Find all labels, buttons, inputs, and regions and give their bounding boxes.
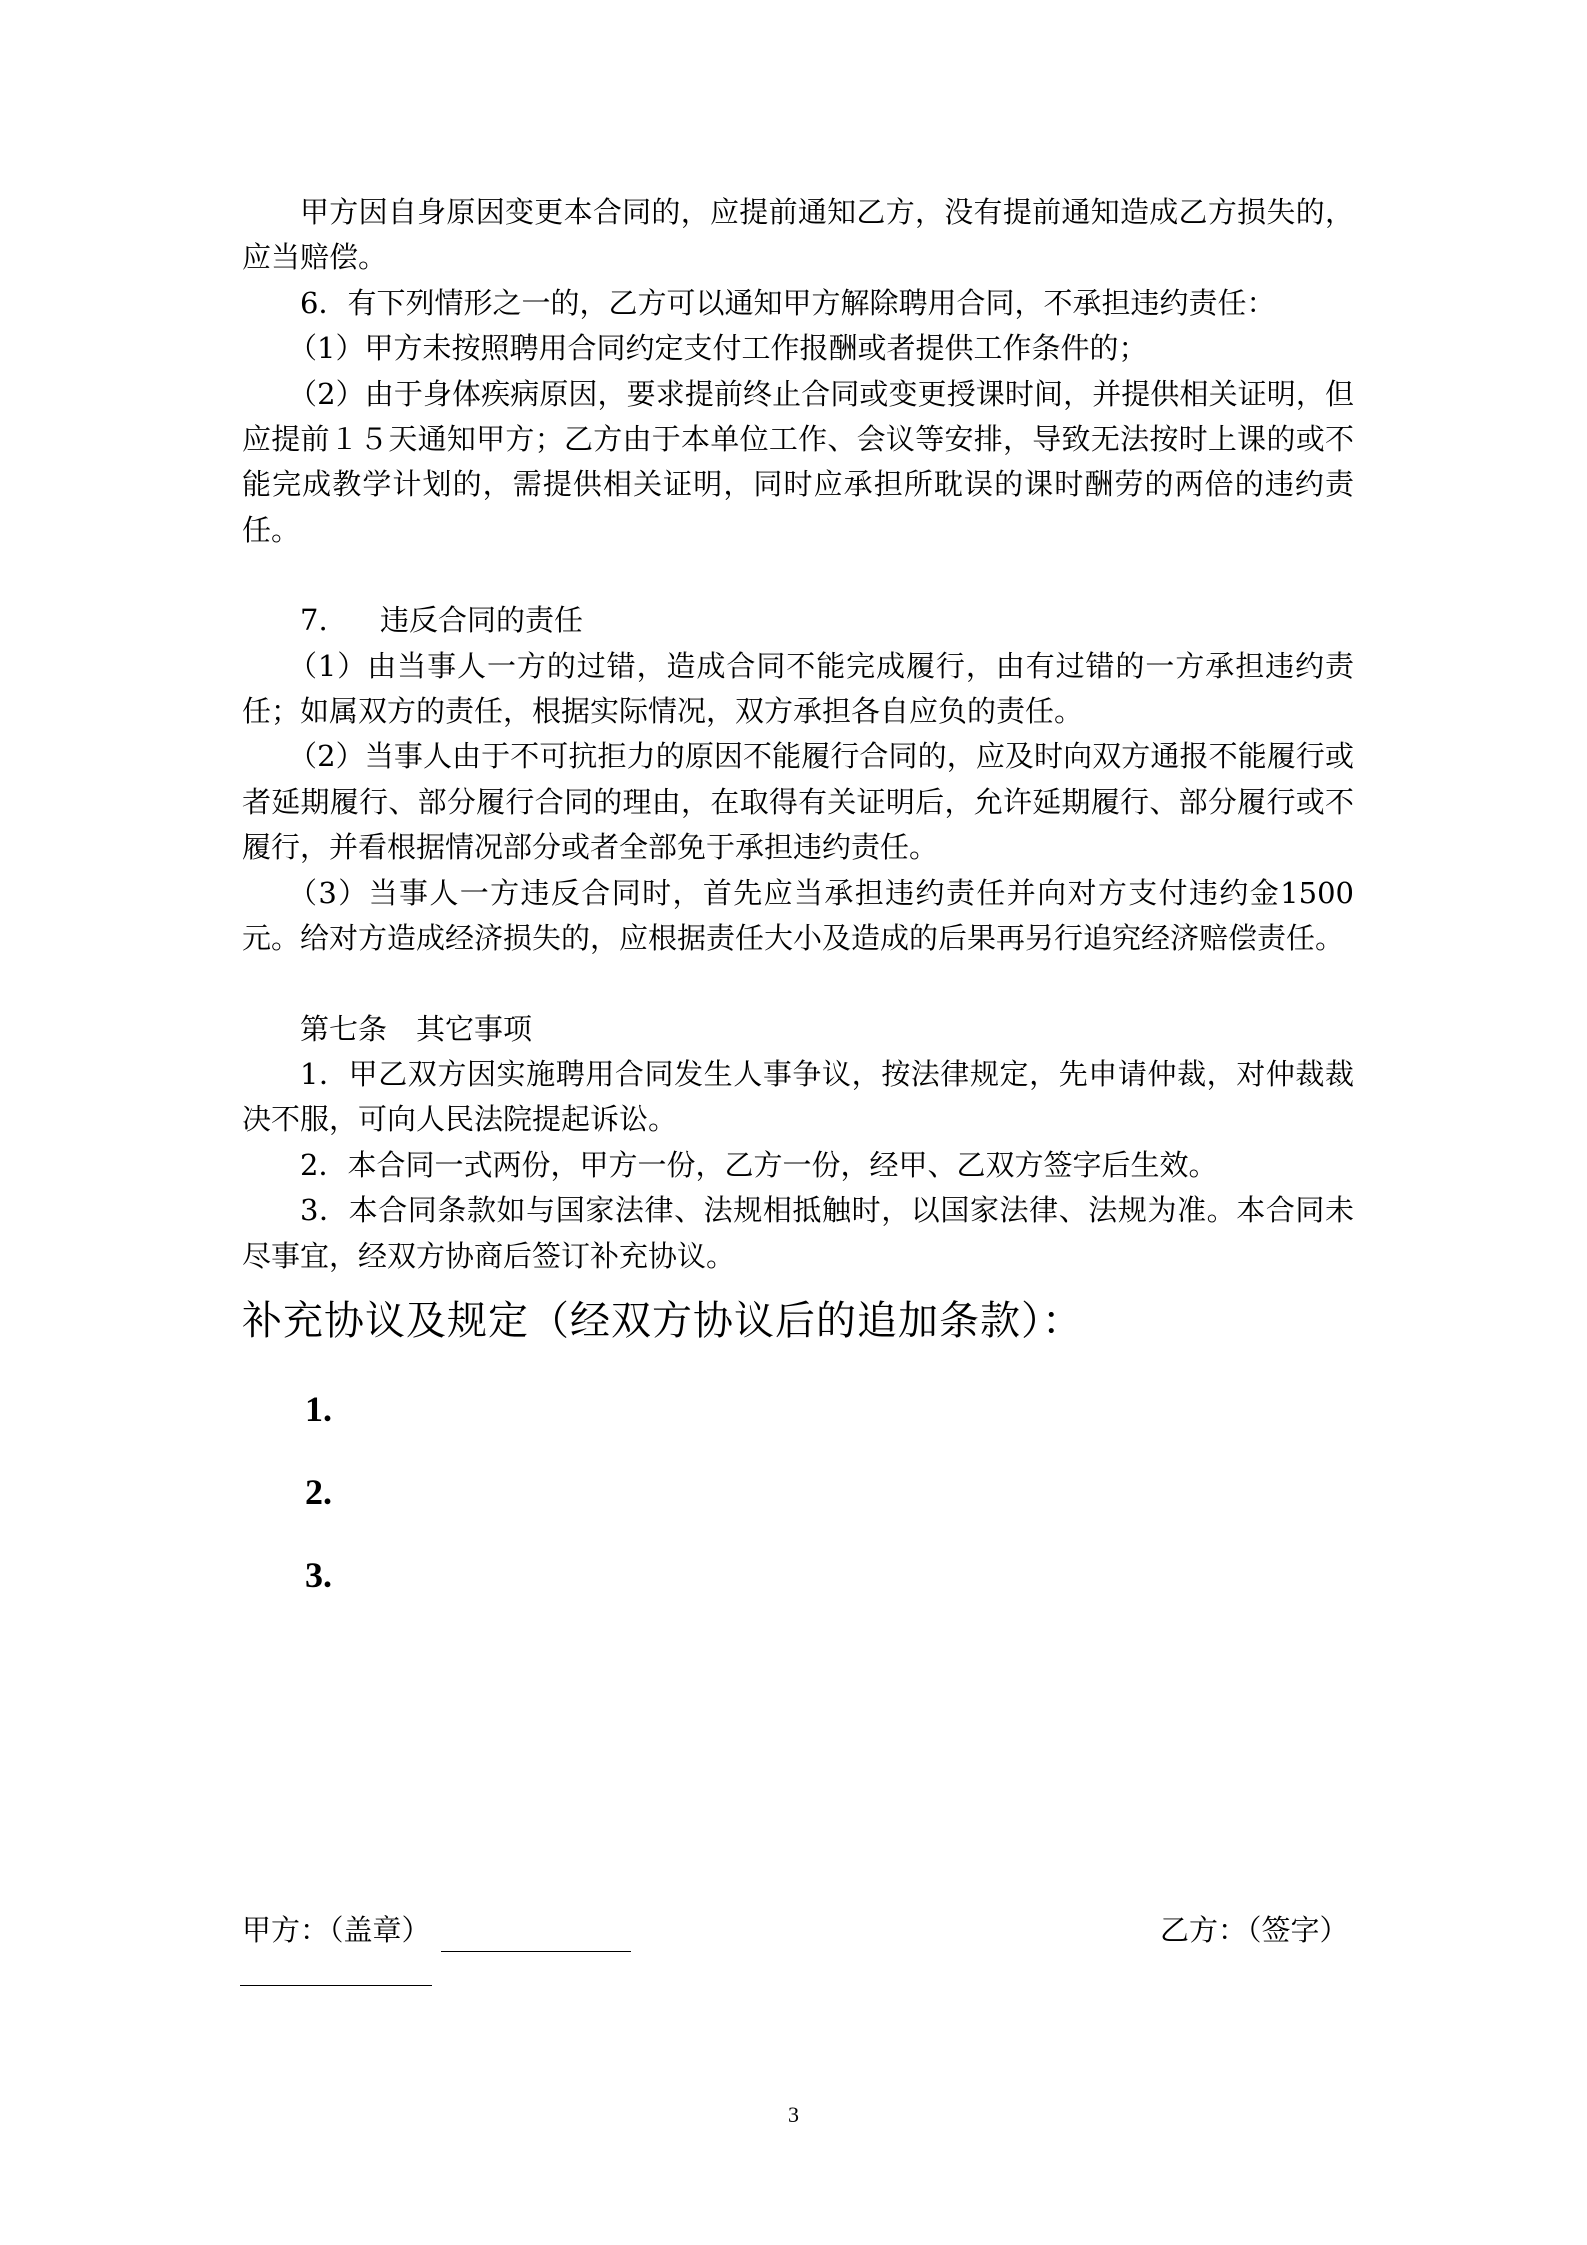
- party-a-label: 甲方：（盖章）: [242, 1913, 431, 1947]
- item7-number: 7.: [300, 603, 328, 638]
- paragraph-change-notice: 甲方因自身原因变更本合同的，应提前通知乙方，没有提前通知造成乙方损失的，应当赔偿。: [242, 195, 1354, 275]
- paragraph-item7-clause3: （3）当事人一方违反合同时，首先应当承担违约责任并向对方支付违约金1500元。给对方造成经济损失的，应根据责任大小及造成的后果再另行追究经济赔偿责任。: [242, 875, 1354, 956]
- party-b-label: 乙方：（签字）: [1160, 1913, 1349, 1947]
- paragraph-item6-clause1: （1）甲方未按照聘用合同约定支付工作报酬或者提供工作条件的；: [288, 331, 1148, 366]
- paragraph-item6-clause2: （2）由于身体疾病原因，要求提前终止合同或变更授课时间，并提供相关证明，但应提前１５天通知甲方；乙方由于本单位工作、会议等安排，导致无法按时上课的或不能完成教学计划的，需提供相关证明，同时应承担所耽误的课时酬劳的两倍的违约责任。: [242, 376, 1354, 547]
- supplement-heading: 补充协议及规定（经双方协议后的追加条款）：: [242, 1298, 1083, 1344]
- party-a-signature: [242, 1908, 631, 1952]
- supplement-item-2: 2.: [305, 1472, 332, 1512]
- article7-item2: 2．本合同一式两份，甲方一份，乙方一份，经甲、乙双方签字后生效。: [300, 1147, 1218, 1182]
- contract-body: [242, 190, 1354, 1279]
- paragraph-item7-clause1: （1）由当事人一方的过错，造成合同不能完成履行，由有过错的一方承担违约责任；如属双方的责任，根据实际情况，双方承担各自应负的责任。: [242, 648, 1354, 729]
- article7-title: 第七条 其它事项: [300, 1011, 533, 1046]
- item7-title: 违反合同的责任: [380, 603, 584, 638]
- spacer: [242, 962, 1354, 1007]
- spacer: [242, 553, 1354, 598]
- article7-item1: 1．甲乙双方因实施聘用合同发生人事争议，按法律规定，先申请仲裁，对仲裁裁决不服，可向人民法院提起诉讼。: [242, 1056, 1354, 1137]
- paragraph-item7-clause2: （2）当事人由于不可抗拒力的原因不能履行合同的，应及时向双方通报不能履行或者延期履行、部分履行合同的理由，在取得有关证明后，允许延期履行、部分履行或不履行，并看根据情况部分或者全部免于承担违约责任。: [242, 739, 1354, 865]
- party-b-signature-line: [240, 1955, 432, 1986]
- party-a-signature-line: [441, 1921, 631, 1952]
- paragraph-item6-intro: 6．有下列情形之一的，乙方可以通知甲方解除聘用合同，不承担违约责任：: [300, 285, 1276, 320]
- page-number: 3: [788, 2102, 799, 2127]
- item7-heading: [242, 598, 1354, 643]
- supplement-item-1: 1.: [305, 1389, 332, 1429]
- article7-item3: 3．本合同条款如与国家法律、法规相抵触时，以国家法律、法规为准。本合同未尽事宜，经双方协商后签订补充协议。: [242, 1193, 1354, 1273]
- supplement-item-3: 3.: [305, 1555, 332, 1595]
